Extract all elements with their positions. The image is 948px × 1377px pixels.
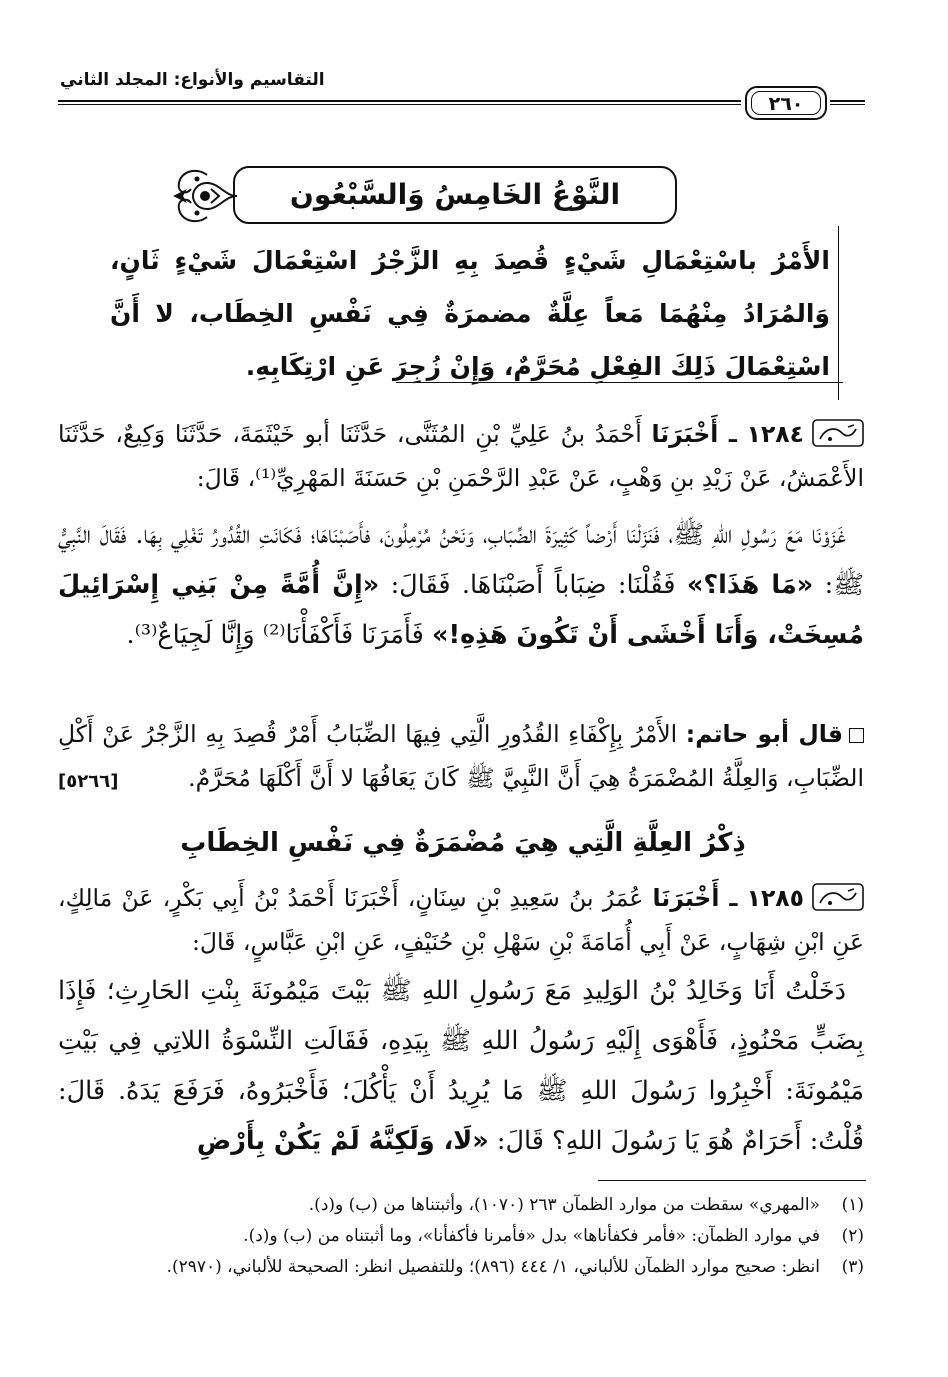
- comment-label: قال أبو حاتم:: [685, 720, 843, 748]
- header-rule-right-2: [830, 104, 865, 105]
- footnote-number: (٣): [841, 1257, 864, 1277]
- prophet-quote: «إِنَّ أُمَّةً مِنْ بَنِي إِسْرَائِيلَ مُسِخَتْ، وَأَنَا أَخْشَى أَنْ تَكُونَ هَذِهِ!»: [58, 570, 864, 650]
- hadith-1285-isnad: [58, 876, 864, 964]
- prophet-quote: «مَا هَذَا؟»: [686, 570, 814, 600]
- comment-text: الأَمْرُ بِإِكْفَاءِ القُدُورِ الَّتِي فِيهَا الضِّبَابُ أَمْرٌ قُصِدَ بِهِ الزَّجْرُ عَنْ أَكْلِ الضِّبَابِ، وَالعِلَّةُ المُضْمَرَةُ هِيَ أَنَّ النَّبِيَّ ﷺ كَانَ يَعَافُهَا لا أَنَّ أَكْلَهَا مُحَرَّمٌ.: [58, 720, 864, 792]
- hadith-isnad-text: عُمَرُ بنُ سَعِيدِ بْنِ سِنَانٍ، أَخْبَرَنَا أَحْمَدُ بْنُ أَبِي بَكْرٍ، عَنْ مَالِكٍ، عَنِ ابْنِ شِهَابٍ، عَنْ أَبِي أُمَامَةَ بْنِ سَهْلِ بْنِ حُنَيْفٍ، عَنِ ابْنِ عَبَّاسٍ، قَالَ:: [58, 884, 864, 956]
- abu-hatim-comment: [58, 712, 864, 804]
- hadith-number: ١٢٨٥: [746, 884, 804, 912]
- reference-number: [٥٢٦٦]: [58, 771, 119, 792]
- footnote-number: (٢): [841, 1226, 864, 1246]
- prophet-quote: «لَا، وَلَكِنَّهُ لَمْ يَكُنْ بِأَرْضِ: [196, 1126, 489, 1156]
- footnote: [58, 1190, 864, 1221]
- header-rule-right: [830, 100, 865, 102]
- section-intro: الأَمْرُ باسْتِعْمَالِ شَيْءٍ قُصِدَ بِهِ الزَّجْرُ اسْتِعْمَالَ شَيْءٍ ثَانٍ، وَالمُرَادُ مِنْهُمَا مَعاً عِلَّةٌ مضمرَةٌ فِي نَفْسِ الخِطَاب، لا أَنَّ اسْتِعْمَالَ ذَلِكَ الفِعْلِ مُحَرَّمٌ، وَإِنْ زُجِرَ عَنِ ارْتِكَابِهِ.: [110, 246, 830, 381]
- hadith-1285-matn: [58, 966, 864, 1166]
- footnote-text: «المهري» سقطت من موارد الظمآن ٢٦٣ (١٠٧٠)، وأثبتناها من (ب) و(د).: [308, 1195, 820, 1215]
- intro-rule-vertical: [838, 226, 839, 400]
- chapter-subheading: ذِكْرُ العِلَّةِ الَّتِي هِيَ مُضْمَرَةٌ فِي نَفْسِ الخِطَابِ: [180, 828, 746, 858]
- page-number: ٢٦٠: [751, 91, 821, 115]
- hadith-isnad-text: أَحْمَدُ بنُ عَلِيِّ بْنِ المُثَنَّى، حَدَّثَنَا أبو خَيْثَمَةَ، حَدَّثَنَا وَكِيعٌ، حَدَّثَنَا الأَعْمَشُ، عَنْ زَيْدِ بنِ وَهْبٍ، عَنْ عَبْدِ الرَّحْمَنِ بْنِ حَسَنَةَ المَهْرِيِّ⁽¹⁾، قَالَ:: [58, 420, 864, 492]
- footnotes: [58, 1190, 864, 1283]
- header-rule-left: [58, 100, 741, 102]
- footnote-number: (١): [841, 1195, 864, 1215]
- hadith-lead: ـ أَخْبَرَنَا: [652, 884, 738, 912]
- footnote: [58, 1221, 864, 1252]
- footnote-rule: [598, 1180, 866, 1181]
- header-rule-left-2: [58, 104, 741, 105]
- hadith-lead: ـ أَخْبَرَنَا: [651, 420, 737, 448]
- hadith-marker-icon: [812, 419, 864, 447]
- footnote-text: في موارد الظمآن: «فأمر فكفأناها» بدل «فأمرنا فأكفأنا»، وما أثبتناه من (ب) و(د).: [243, 1226, 820, 1246]
- footnote: [58, 1252, 864, 1283]
- footnote-text: انظر: صحيح موارد الظمآن للألباني، ١/ ٤٤٤ (٨٩٦)؛ وللتفصيل انظر: الصحيحة للألباني، (٢٩٧٠).: [166, 1257, 820, 1277]
- section-title: النَّوْعُ الخَامِسُ وَالسَّبْعُون: [289, 178, 621, 211]
- matn-text: غَزَوْنَا مَعَ رَسُولِ اللهِ ﷺ، فَنَزَلْنَا أَرْضاً كَثِيرَةَ الضِّبَابِ، وَنَحْنُ مُرْمِلُونَ، فأَصَبْنَاهَا؛ فَكَانَتِ القُدُورُ تَغْلِي بِهَا. فَقَالَ النَّبِيُّ ﷺ:: [58, 520, 865, 600]
- hadith-1284-matn: [58, 510, 864, 660]
- matn-text: دَخَلْتُ أَنَا وَخَالِدُ بْنُ الوَلِيدِ مَعَ رَسُولِ اللهِ ﷺ بَيْتَ مَيْمُونَةَ بِنْتِ الحَارِثِ؛ فَإِذَا بِضَبٍّ مَحْنُوذٍ، فَأَهْوَى إِلَيْهِ رَسُولُ اللهِ ﷺ بِيَدِهِ، فَقَالَتِ النِّسْوَةُ اللاتِي فِي بَيْتِ مَيْمُونَةَ: أَخْبِرُوا رَسُولَ اللهِ ﷺ مَا يُرِيدُ أَنْ يَأْكُلَ؛ فَأَخْبَرُوهُ، فَرَفَعَ يَدَهُ. قَالَ: قُلْتُ: أَحَرَامٌ هُوَ يَا رَسُولَ اللهِ؟ قَالَ:: [58, 976, 864, 1156]
- matn-text: فَأَمَرَنَا فَأَكْفَأْنَا⁽²⁾ وَإِنَّا لَجِيَاعٌ⁽³⁾.: [126, 620, 424, 650]
- hadith-1284-isnad: [58, 412, 864, 500]
- hadith-marker-icon: [812, 883, 864, 911]
- square-bullet-icon: [849, 728, 864, 743]
- intro-rule-horizontal: [396, 382, 843, 383]
- running-title: التقاسيم والأنواع: المجلد الثاني: [60, 70, 325, 90]
- hadith-number: ١٢٨٤: [746, 420, 804, 448]
- section-title-box: [233, 166, 677, 224]
- page-number-frame: [745, 86, 827, 120]
- matn-text: فَقُلْنَا: ضِبَاباً أَصَبْنَاهَا. فَقَالَ:: [390, 570, 676, 600]
- ornament-icon: [167, 165, 239, 227]
